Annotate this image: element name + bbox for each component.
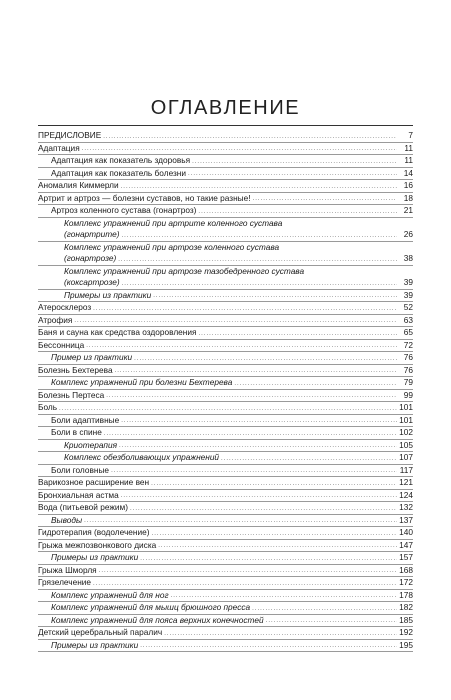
- page-title: ОГЛАВЛЕНИЕ: [150, 97, 301, 119]
- toc-entry: [38, 180, 413, 193]
- table-of-contents: [38, 130, 413, 652]
- toc-entry: [38, 390, 413, 403]
- toc-entry-page: 121: [399, 477, 413, 487]
- toc-leader-dots: [192, 157, 397, 167]
- toc-entry-title: Бронхиальная астма: [38, 489, 119, 500]
- toc-entry: [38, 465, 413, 478]
- toc-entry: [38, 218, 413, 230]
- toc-entry: [38, 242, 413, 254]
- toc-leader-dots: [106, 391, 397, 401]
- toc-entry-title: Детский церебральный паралич: [38, 627, 163, 637]
- toc-entry-title: Адаптация как показатель здоровья: [51, 155, 191, 165]
- toc-entry-title: Боли адаптивные: [51, 414, 120, 425]
- toc-entry: [38, 365, 413, 378]
- toc-leader-dots: [119, 441, 397, 451]
- toc-leader-dots: [140, 641, 397, 651]
- toc-entry-page: 195: [399, 639, 413, 650]
- toc-entry-title: (гонартрите): [64, 229, 120, 239]
- toc-entry-page: 168: [399, 564, 413, 575]
- toc-entry-title: Вода (питьевой режим): [38, 502, 129, 512]
- toc-leader-dots: [86, 341, 397, 351]
- toc-entry-title: Боли в спине: [51, 427, 102, 437]
- toc-entry-title: Комплекс упражнений для мышц брюшного пресса: [51, 602, 251, 612]
- toc-entry: [38, 427, 413, 440]
- toc-entry-page: 52: [403, 302, 413, 312]
- toc-leader-dots: [164, 629, 397, 639]
- toc-entry-page: 101: [399, 402, 413, 412]
- toc-entry-page: 132: [399, 502, 413, 512]
- toc-entry-page: 39: [403, 289, 413, 300]
- toc-entry-page: 147: [399, 539, 413, 550]
- toc-entry: [38, 540, 413, 553]
- toc-entry: [38, 352, 413, 365]
- toc-entry: [38, 590, 413, 603]
- toc-entry-page: 124: [399, 489, 413, 500]
- toc-entry-title: Гидротерапия (водолечение): [38, 527, 150, 537]
- toc-entry-title: Пример из практики: [51, 352, 133, 362]
- toc-entry-title: Комплекс упражнений при болезни Бехтерева: [51, 377, 233, 387]
- toc-entry-title: Адаптация: [38, 142, 80, 153]
- toc-leader-dots: [111, 466, 397, 476]
- toc-entry: [38, 266, 413, 278]
- toc-leader-dots: [152, 529, 397, 539]
- toc-entry-page: 26: [403, 229, 413, 239]
- toc-entry-title: Боль: [38, 402, 58, 412]
- toc-leader-dots: [104, 429, 397, 439]
- toc-leader-dots: [115, 366, 397, 376]
- toc-entry: [38, 640, 413, 653]
- toc-entry-title: Варикозное расширение вен: [38, 477, 150, 487]
- toc-entry-title: ПРЕДИСЛОВИЕ: [38, 130, 102, 140]
- toc-entry: [38, 130, 413, 143]
- toc-entry-title: Атрофия: [38, 314, 73, 325]
- toc-entry: [38, 277, 413, 290]
- toc-entry-page: 11: [404, 155, 413, 165]
- toc-entry: [38, 565, 413, 578]
- toc-entry-title: Болезнь Бехтерева: [38, 364, 113, 375]
- toc-leader-dots: [188, 169, 397, 179]
- title-rule: [38, 125, 413, 126]
- toc-entry-page: 172: [399, 577, 413, 587]
- toc-entry-page: 11: [404, 142, 413, 153]
- toc-entry-page: 157: [399, 552, 413, 562]
- toc-leader-dots: [198, 207, 397, 217]
- toc-entry-title: Комплекс обезболивающих упражнений: [64, 452, 220, 462]
- toc-entry-title: Адаптация как показатель болезни: [51, 167, 187, 178]
- toc-entry-title: Грязелечение: [38, 577, 92, 587]
- toc-entry: [38, 340, 413, 353]
- toc-entry-title: Примеры из практики: [51, 552, 139, 562]
- toc-entry-title: Комплекс упражнений при артрозе тазобедренного сустава: [64, 265, 305, 276]
- toc-leader-dots: [74, 316, 397, 326]
- toc-entry-title: Комплекс упражнений при артрите коленного сустава: [64, 217, 283, 228]
- toc-entry: [38, 229, 413, 242]
- toc-leader-dots: [158, 541, 397, 551]
- toc-entry: [38, 615, 413, 628]
- toc-entry: [38, 253, 413, 266]
- toc-entry: [38, 552, 413, 565]
- toc-entry: [38, 602, 413, 615]
- toc-entry-page: 185: [399, 614, 413, 625]
- toc-leader-dots: [59, 404, 397, 414]
- toc-entry-page: 182: [399, 602, 413, 612]
- toc-entry-page: 18: [403, 192, 413, 203]
- toc-entry-page: 16: [403, 180, 413, 190]
- toc-entry-page: 79: [403, 377, 413, 387]
- toc-entry-title: Баня и сауна как средства оздоровления: [38, 327, 197, 337]
- toc-leader-dots: [252, 604, 397, 614]
- toc-entry-page: 65: [403, 327, 413, 337]
- toc-entry-page: 7: [408, 130, 413, 140]
- toc-leader-dots: [121, 416, 397, 426]
- toc-entry-page: 72: [403, 339, 413, 350]
- toc-entry: [38, 327, 413, 340]
- toc-entry-title: Криотерапия: [64, 439, 118, 450]
- toc-leader-dots: [118, 255, 397, 265]
- toc-entry-title: (гонартрозе): [64, 253, 117, 263]
- toc-entry-title: (коксартрозе): [64, 277, 120, 287]
- toc-entry-page: 38: [403, 253, 413, 263]
- toc-entry-title: Артроз коленного сустава (гонартроз): [51, 205, 197, 215]
- toc-entry: [38, 527, 413, 540]
- toc-entry-page: 102: [399, 427, 413, 437]
- toc-entry: [38, 415, 413, 428]
- toc-entry-page: 117: [399, 464, 413, 475]
- toc-leader-dots: [121, 182, 397, 192]
- toc-entry: [38, 377, 413, 390]
- toc-entry: [38, 490, 413, 503]
- toc-leader-dots: [153, 291, 397, 301]
- toc-leader-dots: [151, 479, 397, 489]
- toc-entry-title: Бессонница: [38, 339, 85, 350]
- toc-entry: [38, 452, 413, 465]
- toc-entry-page: 101: [399, 414, 413, 425]
- toc-leader-dots: [93, 304, 397, 314]
- toc-entry-page: 76: [403, 364, 413, 375]
- toc-leader-dots: [253, 194, 397, 204]
- toc-leader-dots: [130, 504, 397, 514]
- toc-entry: [38, 155, 413, 168]
- toc-leader-dots: [234, 379, 397, 389]
- toc-entry: [38, 315, 413, 328]
- toc-leader-dots: [221, 454, 397, 464]
- toc-entry-title: Артрит и артроз — болезни суставов, но такие разные!: [38, 192, 251, 203]
- toc-entry-title: Комплекс упражнений для пояса верхних конечностей: [51, 614, 264, 625]
- toc-entry-title: Аномалия Киммерли: [38, 180, 119, 190]
- toc-entry: [38, 205, 413, 218]
- toc-entry-page: 39: [403, 277, 413, 287]
- toc-entry-title: Примеры из практики: [64, 289, 152, 300]
- toc-entry-title: Примеры из практики: [51, 639, 139, 650]
- toc-entry-title: Грыжа межпозвонкового диска: [38, 539, 157, 550]
- toc-entry: [38, 290, 413, 303]
- toc-leader-dots: [122, 279, 397, 289]
- toc-entry: [38, 440, 413, 453]
- toc-entry: [38, 502, 413, 515]
- toc-leader-dots: [199, 329, 398, 339]
- toc-leader-dots: [121, 491, 397, 501]
- toc-entry: [38, 302, 413, 315]
- toc-entry-page: 178: [399, 589, 413, 600]
- toc-entry-page: 21: [403, 205, 413, 215]
- toc-entry: [38, 402, 413, 415]
- toc-entry: [38, 193, 413, 206]
- toc-leader-dots: [93, 579, 397, 589]
- toc-leader-dots: [122, 231, 397, 241]
- toc-entry-title: Атеросклероз: [38, 302, 92, 312]
- toc-entry-page: 137: [399, 514, 413, 525]
- toc-leader-dots: [171, 591, 397, 601]
- toc-leader-dots: [134, 354, 397, 364]
- toc-leader-dots: [82, 144, 397, 154]
- toc-entry-page: 140: [399, 527, 413, 537]
- toc-entry-title: Комплекс упражнений при артрозе коленного сустава: [64, 241, 280, 252]
- toc-entry: [38, 515, 413, 528]
- toc-entry-title: Комплекс упражнений для ног: [51, 589, 169, 600]
- toc-entry-page: 107: [399, 452, 413, 462]
- toc-entry-title: Выводы: [51, 514, 83, 525]
- toc-entry-page: 192: [399, 627, 413, 637]
- toc-entry: [38, 577, 413, 590]
- toc-entry: [38, 143, 413, 156]
- toc-entry-page: 14: [403, 167, 413, 178]
- toc-entry-page: 76: [403, 352, 413, 362]
- toc-entry-title: Болезнь Пертеса: [38, 389, 105, 400]
- toc-leader-dots: [103, 132, 397, 142]
- toc-entry: [38, 627, 413, 640]
- toc-leader-dots: [84, 516, 397, 526]
- toc-entry: [38, 477, 413, 490]
- toc-entry-title: Боли головные: [51, 464, 110, 475]
- toc-leader-dots: [99, 566, 397, 576]
- toc-entry-page: 105: [399, 439, 413, 450]
- toc-leader-dots: [140, 554, 397, 564]
- toc-entry-page: 99: [403, 389, 413, 400]
- toc-entry: [38, 168, 413, 181]
- toc-leader-dots: [266, 616, 397, 626]
- toc-entry-title: Грыжа Шморля: [38, 564, 97, 575]
- toc-entry-page: 63: [403, 314, 413, 325]
